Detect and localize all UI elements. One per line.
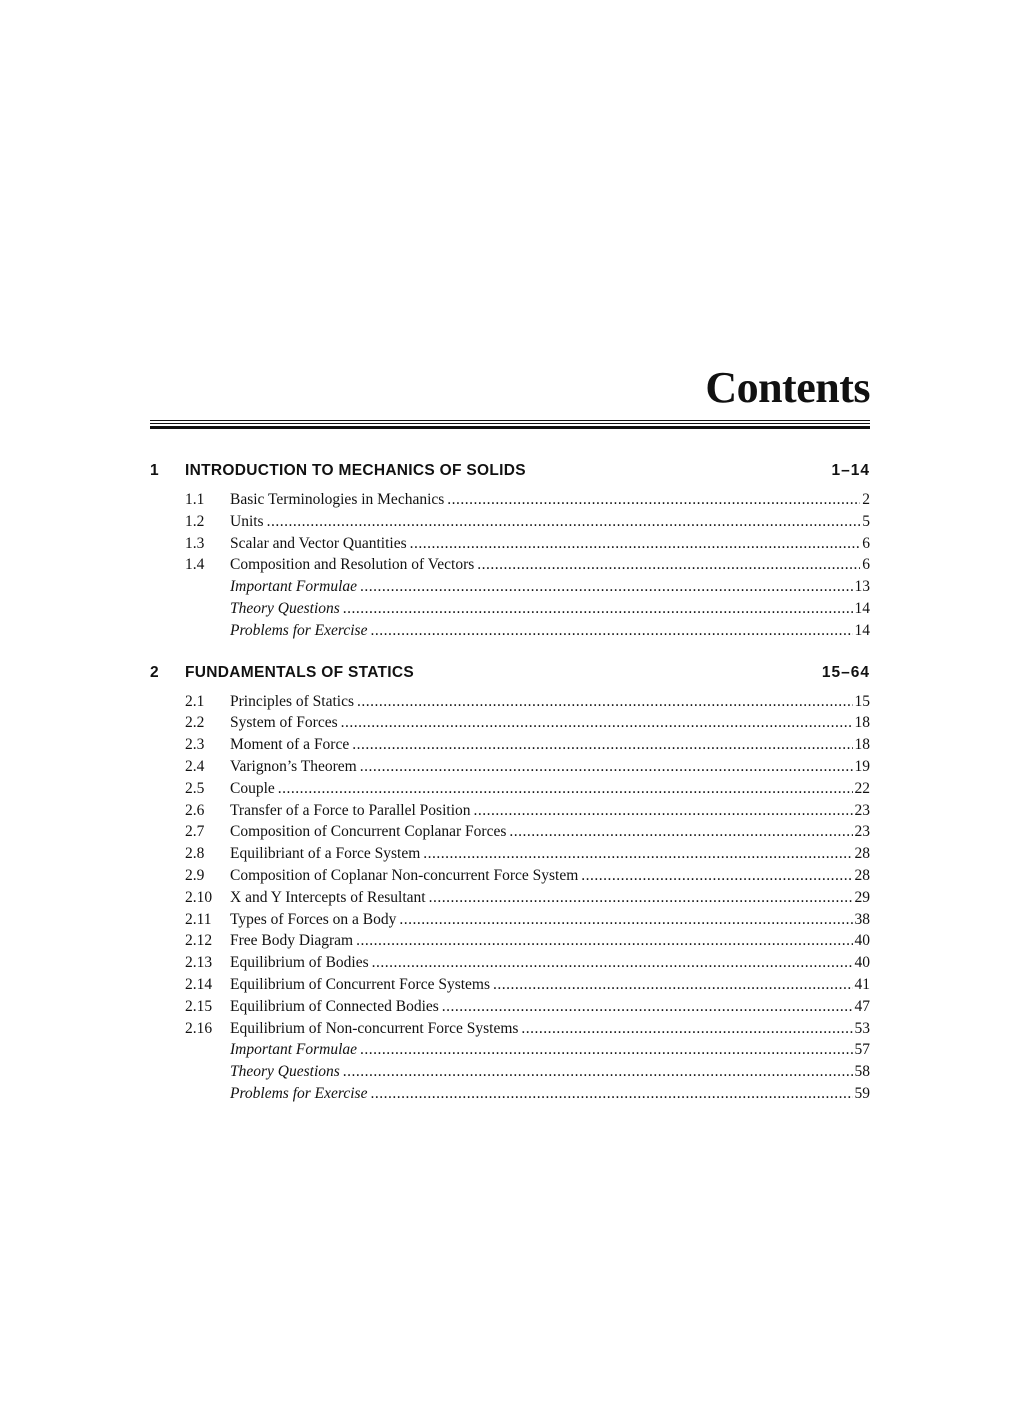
section-number: 2.2: [185, 714, 205, 732]
section-page-number: 15: [854, 692, 870, 710]
section-title: Equilibriant of a Force System: [230, 845, 421, 863]
dot-leader: [372, 954, 853, 972]
section-number: 1.4: [185, 556, 205, 574]
section-title: Equilibrium of Connected Bodies: [230, 997, 439, 1015]
section-page-number: 53: [854, 1019, 870, 1037]
section-title: Scalar and Vector Quantities: [230, 534, 407, 552]
section-number: 2.7: [185, 823, 205, 841]
chapter-section: [150, 462, 870, 644]
section-title: Problems for Exercise: [230, 621, 368, 639]
dot-leader: [442, 998, 853, 1016]
rule-line: [150, 420, 870, 421]
rule-line: [150, 426, 870, 429]
section-number: 2.6: [185, 801, 205, 819]
section-title: Moment of a Force: [230, 736, 350, 754]
section-title: Important Formulae: [230, 578, 358, 596]
section-title: Theory Questions: [230, 1063, 340, 1081]
dot-leader: [521, 1020, 852, 1038]
section-page-number: 5: [862, 512, 870, 530]
toc-entry[interactable]: [150, 845, 870, 867]
section-page-number: 28: [854, 845, 870, 863]
section-page-number: 13: [854, 578, 870, 596]
toc-entry[interactable]: [150, 1085, 870, 1107]
section-number: 2.3: [185, 736, 205, 754]
dot-leader: [474, 802, 853, 820]
chapter-title: FUNDAMENTALS OF STATICS: [185, 663, 415, 681]
toc-entry[interactable]: [150, 867, 870, 889]
section-title: Important Formulae: [230, 1041, 358, 1059]
section-number: 2.1: [185, 692, 205, 710]
section-number: 2.12: [185, 932, 213, 950]
section-page-number: 40: [854, 954, 870, 972]
dot-leader: [267, 513, 861, 531]
dot-leader: [341, 714, 853, 732]
section-title: Transfer of a Force to Parallel Position: [230, 801, 471, 819]
section-title: Principles of Statics: [230, 692, 354, 710]
section-title: Composition of Coplanar Non-concurrent Force System: [230, 866, 579, 884]
dot-leader: [356, 932, 852, 950]
section-number: 1.1: [185, 491, 205, 508]
section-number: 2.8: [185, 845, 205, 863]
section-page-number: 14: [854, 599, 870, 617]
rule-line: [150, 423, 870, 424]
toc-entry[interactable]: [150, 1041, 870, 1063]
toc-entry[interactable]: [150, 998, 870, 1020]
toc-entry[interactable]: [150, 802, 870, 824]
section-page-number: 22: [854, 779, 870, 797]
section-number: 2.15: [185, 997, 213, 1015]
chapter-number: 2: [150, 663, 159, 681]
toc-entry[interactable]: [150, 578, 870, 600]
toc-entry[interactable]: [150, 758, 870, 780]
toc-entry[interactable]: [150, 911, 870, 933]
section-title: System of Forces: [230, 714, 338, 732]
section-title: Problems for Exercise: [230, 1084, 368, 1102]
section-page-number: 47: [854, 997, 870, 1015]
title-rule: [150, 420, 870, 431]
dot-leader: [278, 780, 853, 798]
section-page-number: 23: [854, 801, 870, 819]
chapter-title: INTRODUCTION TO MECHANICS OF SOLIDS: [185, 462, 526, 479]
toc-entry[interactable]: [150, 736, 870, 758]
section-title: Theory Questions: [230, 599, 340, 617]
toc-entry[interactable]: [150, 600, 870, 622]
section-number: 2.10: [185, 888, 213, 906]
chapter-heading[interactable]: [150, 462, 870, 486]
toc-entry[interactable]: [150, 556, 870, 578]
dot-leader: [370, 622, 852, 640]
section-page-number: 23: [854, 823, 870, 841]
table-of-contents: [150, 462, 870, 1127]
section-page-number: 41: [854, 975, 870, 993]
section-title: Equilibrium of Concurrent Force Systems: [230, 975, 491, 993]
section-page-number: 18: [854, 736, 870, 754]
dot-leader: [399, 911, 852, 929]
chapter-heading[interactable]: [150, 664, 870, 688]
chapter-number: 1: [150, 462, 159, 479]
chapter-section: [150, 664, 870, 1107]
dot-leader: [360, 578, 852, 596]
section-number: 1.3: [185, 534, 205, 552]
section-page-number: 6: [862, 556, 870, 574]
toc-entry[interactable]: [150, 954, 870, 976]
section-title: Composition of Concurrent Coplanar Forces: [230, 823, 507, 841]
section-page-number: 2: [862, 491, 870, 508]
dot-leader: [581, 867, 852, 885]
section-title: Basic Terminologies in Mechanics: [230, 491, 445, 508]
dot-leader: [410, 535, 861, 553]
dot-leader: [352, 736, 852, 754]
section-title: Free Body Diagram: [230, 932, 354, 950]
page-title: Contents: [705, 363, 870, 412]
dot-leader: [493, 976, 852, 994]
dot-leader: [343, 1063, 853, 1081]
dot-leader: [370, 1085, 852, 1103]
section-number: 2.5: [185, 779, 205, 797]
section-title: Types of Forces on a Body: [230, 910, 397, 928]
section-title: Couple: [230, 779, 275, 797]
section-page-number: 38: [854, 910, 870, 928]
toc-entry[interactable]: [150, 622, 870, 644]
section-page-number: 29: [854, 888, 870, 906]
toc-entry[interactable]: [150, 1020, 870, 1042]
section-page-number: 40: [854, 932, 870, 950]
section-title: Equilibrium of Bodies: [230, 954, 369, 972]
section-title: Units: [230, 512, 264, 530]
section-page-number: 14: [854, 621, 870, 639]
chapter-page-range: 15–64: [821, 663, 870, 681]
dot-leader: [360, 1041, 852, 1059]
dot-leader: [357, 693, 853, 711]
toc-entry[interactable]: [150, 513, 870, 535]
toc-entry[interactable]: [150, 932, 870, 954]
section-page-number: 28: [854, 866, 870, 884]
dot-leader: [447, 491, 860, 509]
toc-entry[interactable]: [150, 823, 870, 845]
section-number: 2.11: [185, 910, 212, 928]
section-number: 2.9: [185, 866, 205, 884]
section-page-number: 18: [854, 714, 870, 732]
section-number: 2.14: [185, 975, 213, 993]
dot-leader: [429, 889, 853, 907]
section-number: 2.13: [185, 954, 213, 972]
section-title: Composition and Resolution of Vectors: [230, 556, 475, 574]
dot-leader: [343, 600, 853, 618]
section-page-number: 19: [854, 757, 870, 775]
dot-leader: [477, 556, 860, 574]
section-title: X and Y Intercepts of Resultant: [230, 888, 426, 906]
toc-entry[interactable]: [150, 491, 870, 513]
toc-entry[interactable]: [150, 535, 870, 557]
chapter-page-range: 1–14: [831, 462, 870, 479]
toc-entry[interactable]: [150, 976, 870, 998]
section-number: 2.16: [185, 1019, 213, 1037]
toc-entry[interactable]: [150, 889, 870, 911]
toc-entry[interactable]: [150, 693, 870, 715]
dot-leader: [423, 845, 852, 863]
section-number: 2.4: [185, 757, 205, 775]
toc-entry[interactable]: [150, 714, 870, 736]
section-page-number: 58: [854, 1063, 870, 1081]
section-title: Varignon’s Theorem: [230, 757, 357, 775]
dot-leader: [509, 823, 852, 841]
section-page-number: 59: [854, 1084, 870, 1102]
toc-entry[interactable]: [150, 1063, 870, 1085]
section-title: Equilibrium of Non-concurrent Force Systems: [230, 1019, 519, 1037]
toc-entry[interactable]: [150, 780, 870, 802]
section-page-number: 57: [854, 1041, 870, 1059]
section-page-number: 6: [862, 534, 870, 552]
section-number: 1.2: [185, 512, 205, 530]
dot-leader: [360, 758, 853, 776]
